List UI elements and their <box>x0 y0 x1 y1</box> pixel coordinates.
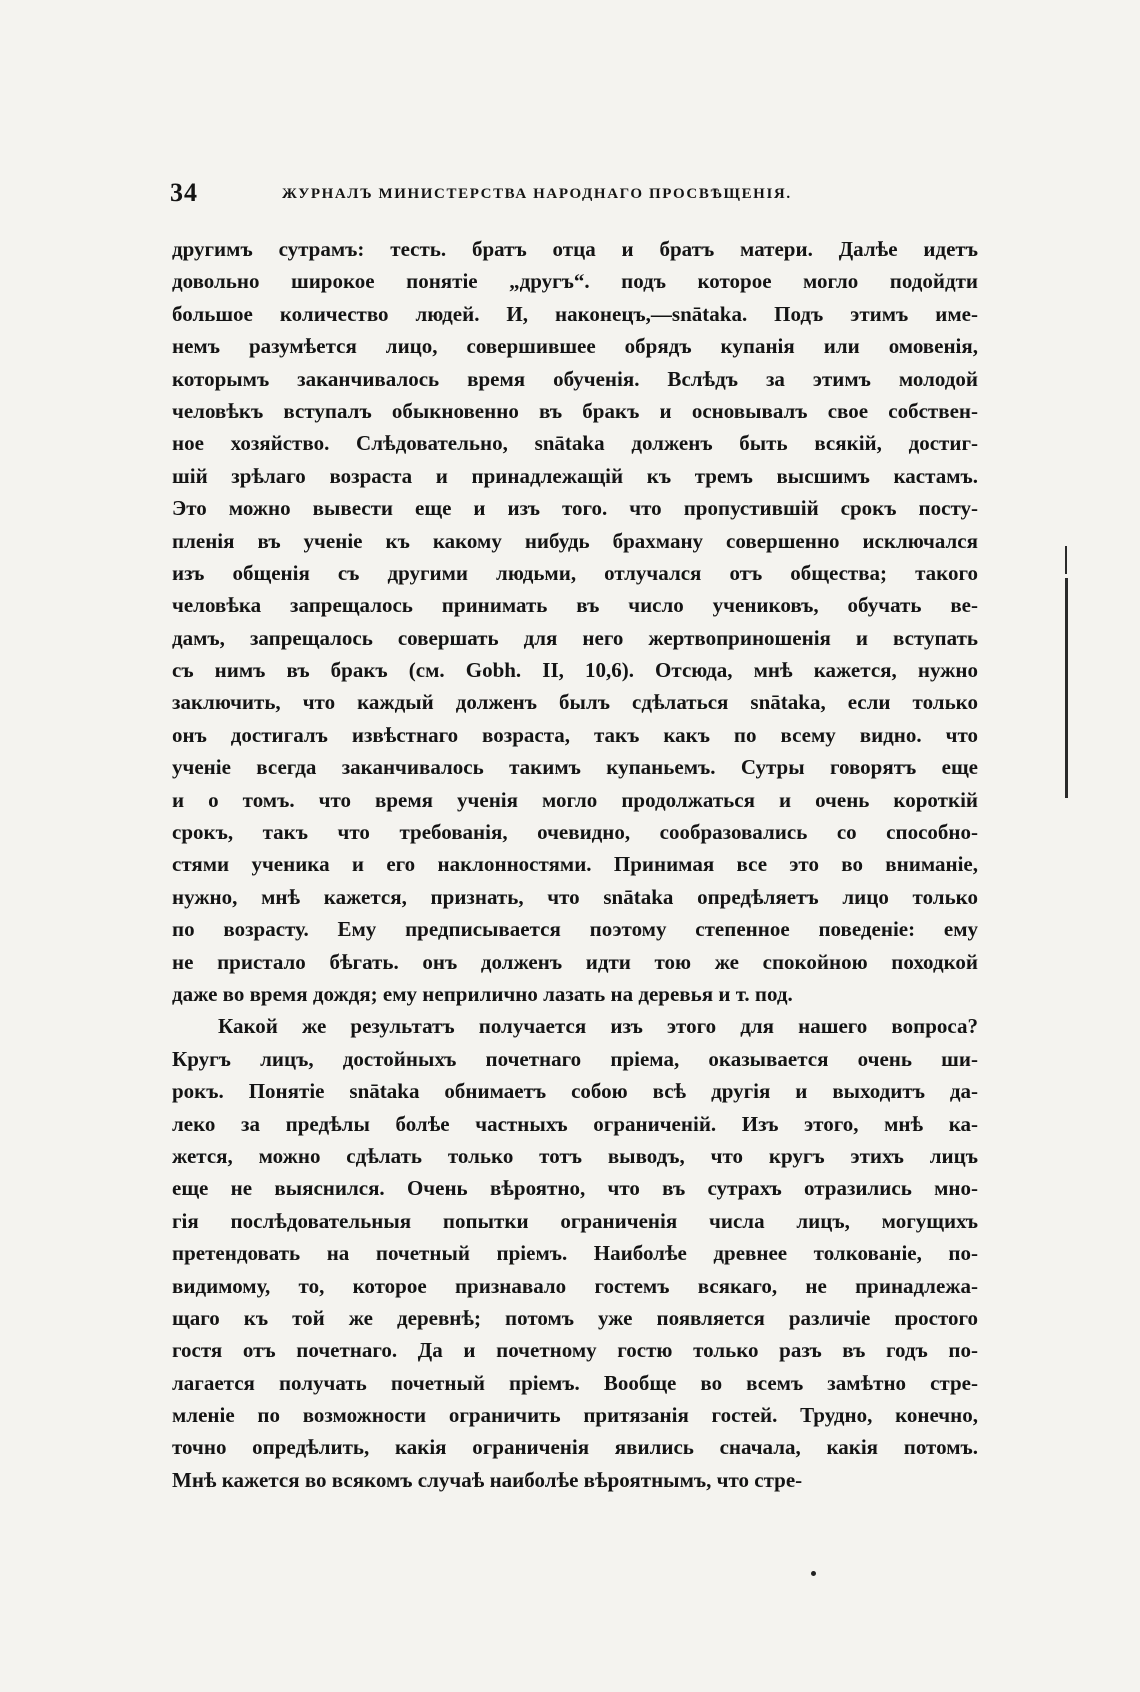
paragraph-1 <box>172 233 978 1010</box>
text-line: изъ общенія съ другими людьми, отлучался отъ общества; такого <box>172 560 978 585</box>
text-line: по возрасту. Ему предписывается поэтому степенное поведеніе: ему <box>172 917 978 942</box>
text-line: лагается получать почетный пріемъ. Вообще во всемъ замѣтно стре- <box>172 1370 978 1395</box>
text-line: дамъ, запрещалось совершать для него жертвоприношенія и вступать <box>172 625 978 650</box>
text-line: другимъ сутрамъ: тесть. братъ отца и братъ матери. Далѣе идетъ <box>172 237 978 261</box>
text-line: щаго къ той же деревнѣ; потомъ уже появляется различіе простого <box>172 1305 978 1330</box>
text-line: пленія въ ученіе къ какому нибудь брахману совершенно исключался <box>172 528 978 553</box>
text-line: даже во время дождя; ему неприлично лазать на деревья и т. под. <box>172 981 793 1006</box>
text-line: довольно широкое понятіе „другъ“. подъ которое могло подойдти <box>172 269 978 294</box>
text-line: не пристало бѣгать. онъ долженъ идти тою же спокойною походкой <box>172 949 978 974</box>
text-line: Кругъ лицъ, достойныхъ почетнаго пріема, оказывается очень ши- <box>172 1046 978 1071</box>
text-line: человѣкъ вступалъ обыкновенно въ бракъ и основывалъ свое собствен- <box>172 398 978 423</box>
text-line: Это можно вывести еще и изъ того. что пропустившій срокъ посту- <box>172 496 978 521</box>
text-line: видимому, то, которое признавало гостемъ всякаго, не принадлежа- <box>172 1273 978 1298</box>
text-line: претендовать на почетный пріемъ. Наиболѣе древнее толкованіе, по- <box>172 1241 978 1266</box>
body-text <box>172 233 978 1496</box>
text-line: жется, можно сдѣлать только тотъ выводъ, что кругъ этихъ лицъ <box>172 1143 978 1168</box>
text-line: Какой же результатъ получается изъ этого для нашего вопроса? <box>218 1014 978 1039</box>
page-header <box>170 178 978 208</box>
text-line: немъ разумѣется лицо, совершившее обрядъ купанія или омовенія, <box>172 334 978 359</box>
text-line: срокъ, такъ что требованія, очевидно, сообразовались со способно- <box>172 820 978 845</box>
text-line: онъ достигалъ извѣстнаго возраста, такъ какъ по всему видно. что <box>172 722 978 747</box>
text-line: точно опредѣлить, какія ограниченія явились сначала, какія потомъ. <box>172 1435 978 1460</box>
text-line: леко за предѣлы болѣе частныхъ ограниченій. Изъ этого, мнѣ ка- <box>172 1111 978 1136</box>
text-line: съ нимъ въ бракъ (см. Gobh. II, 10,6). Отсюда, мнѣ кажется, нужно <box>172 658 978 683</box>
text-line: рокъ. Понятіе snātaka обнимаетъ собою всѣ другія и выходитъ да- <box>172 1079 978 1104</box>
text-line: большое количество людей. И, наконецъ,—snātaka. Подъ этимъ име- <box>172 301 978 326</box>
text-line: Мнѣ кажется во всякомъ случаѣ наиболѣе вѣроятнымъ, что стре- <box>172 1467 803 1492</box>
text-line: ное хозяйство. Слѣдовательно, snātaka долженъ быть всякій, достиг- <box>172 431 978 456</box>
margin-mark <box>1065 578 1068 798</box>
text-line: человѣка запрещалось принимать въ число учениковъ, обучать ве- <box>172 593 978 618</box>
text-line: еще не выяснился. Очень вѣроятно, что въ сутрахъ отразились мно- <box>172 1176 978 1201</box>
text-line: шій зрѣлаго возраста и принадлежащій къ тремъ высшимъ кастамъ. <box>172 463 978 488</box>
text-line: стями ученика и его наклонностями. Принимая все это во вниманіе, <box>172 852 978 877</box>
running-title: ЖУРНАЛЪ МИНИСТЕРСТВА НАРОДНАГО ПРОСВѢЩЕНІЯ. <box>282 186 792 202</box>
margin-mark-small <box>1065 546 1067 574</box>
text-line: нужно, мнѣ кажется, признать, что snātaka опредѣляетъ лицо только <box>172 884 978 909</box>
ink-speck <box>811 1571 816 1576</box>
text-line: мленіе по возможности ограничить притязанія гостей. Трудно, конечно, <box>172 1403 978 1428</box>
text-line: гостя отъ почетнаго. Да и почетному гостю только разъ въ годъ по- <box>172 1338 978 1363</box>
text-line: гія послѣдовательныя попытки ограниченія числа лицъ, могущихъ <box>172 1208 978 1233</box>
text-line: которымъ заканчивалось время обученія. Вслѣдъ за этимъ молодой <box>172 366 978 391</box>
text-line: и о томъ. что время ученія могло продолжаться и очень короткій <box>172 787 978 812</box>
paragraph-2 <box>172 1010 978 1496</box>
page-number: 34 <box>170 178 198 207</box>
text-line: заключить, что каждый долженъ былъ сдѣлаться snātaka, если только <box>172 690 978 715</box>
text-line: ученіе всегда заканчивалось такимъ купаньемъ. Сутры говорятъ еще <box>172 755 978 780</box>
